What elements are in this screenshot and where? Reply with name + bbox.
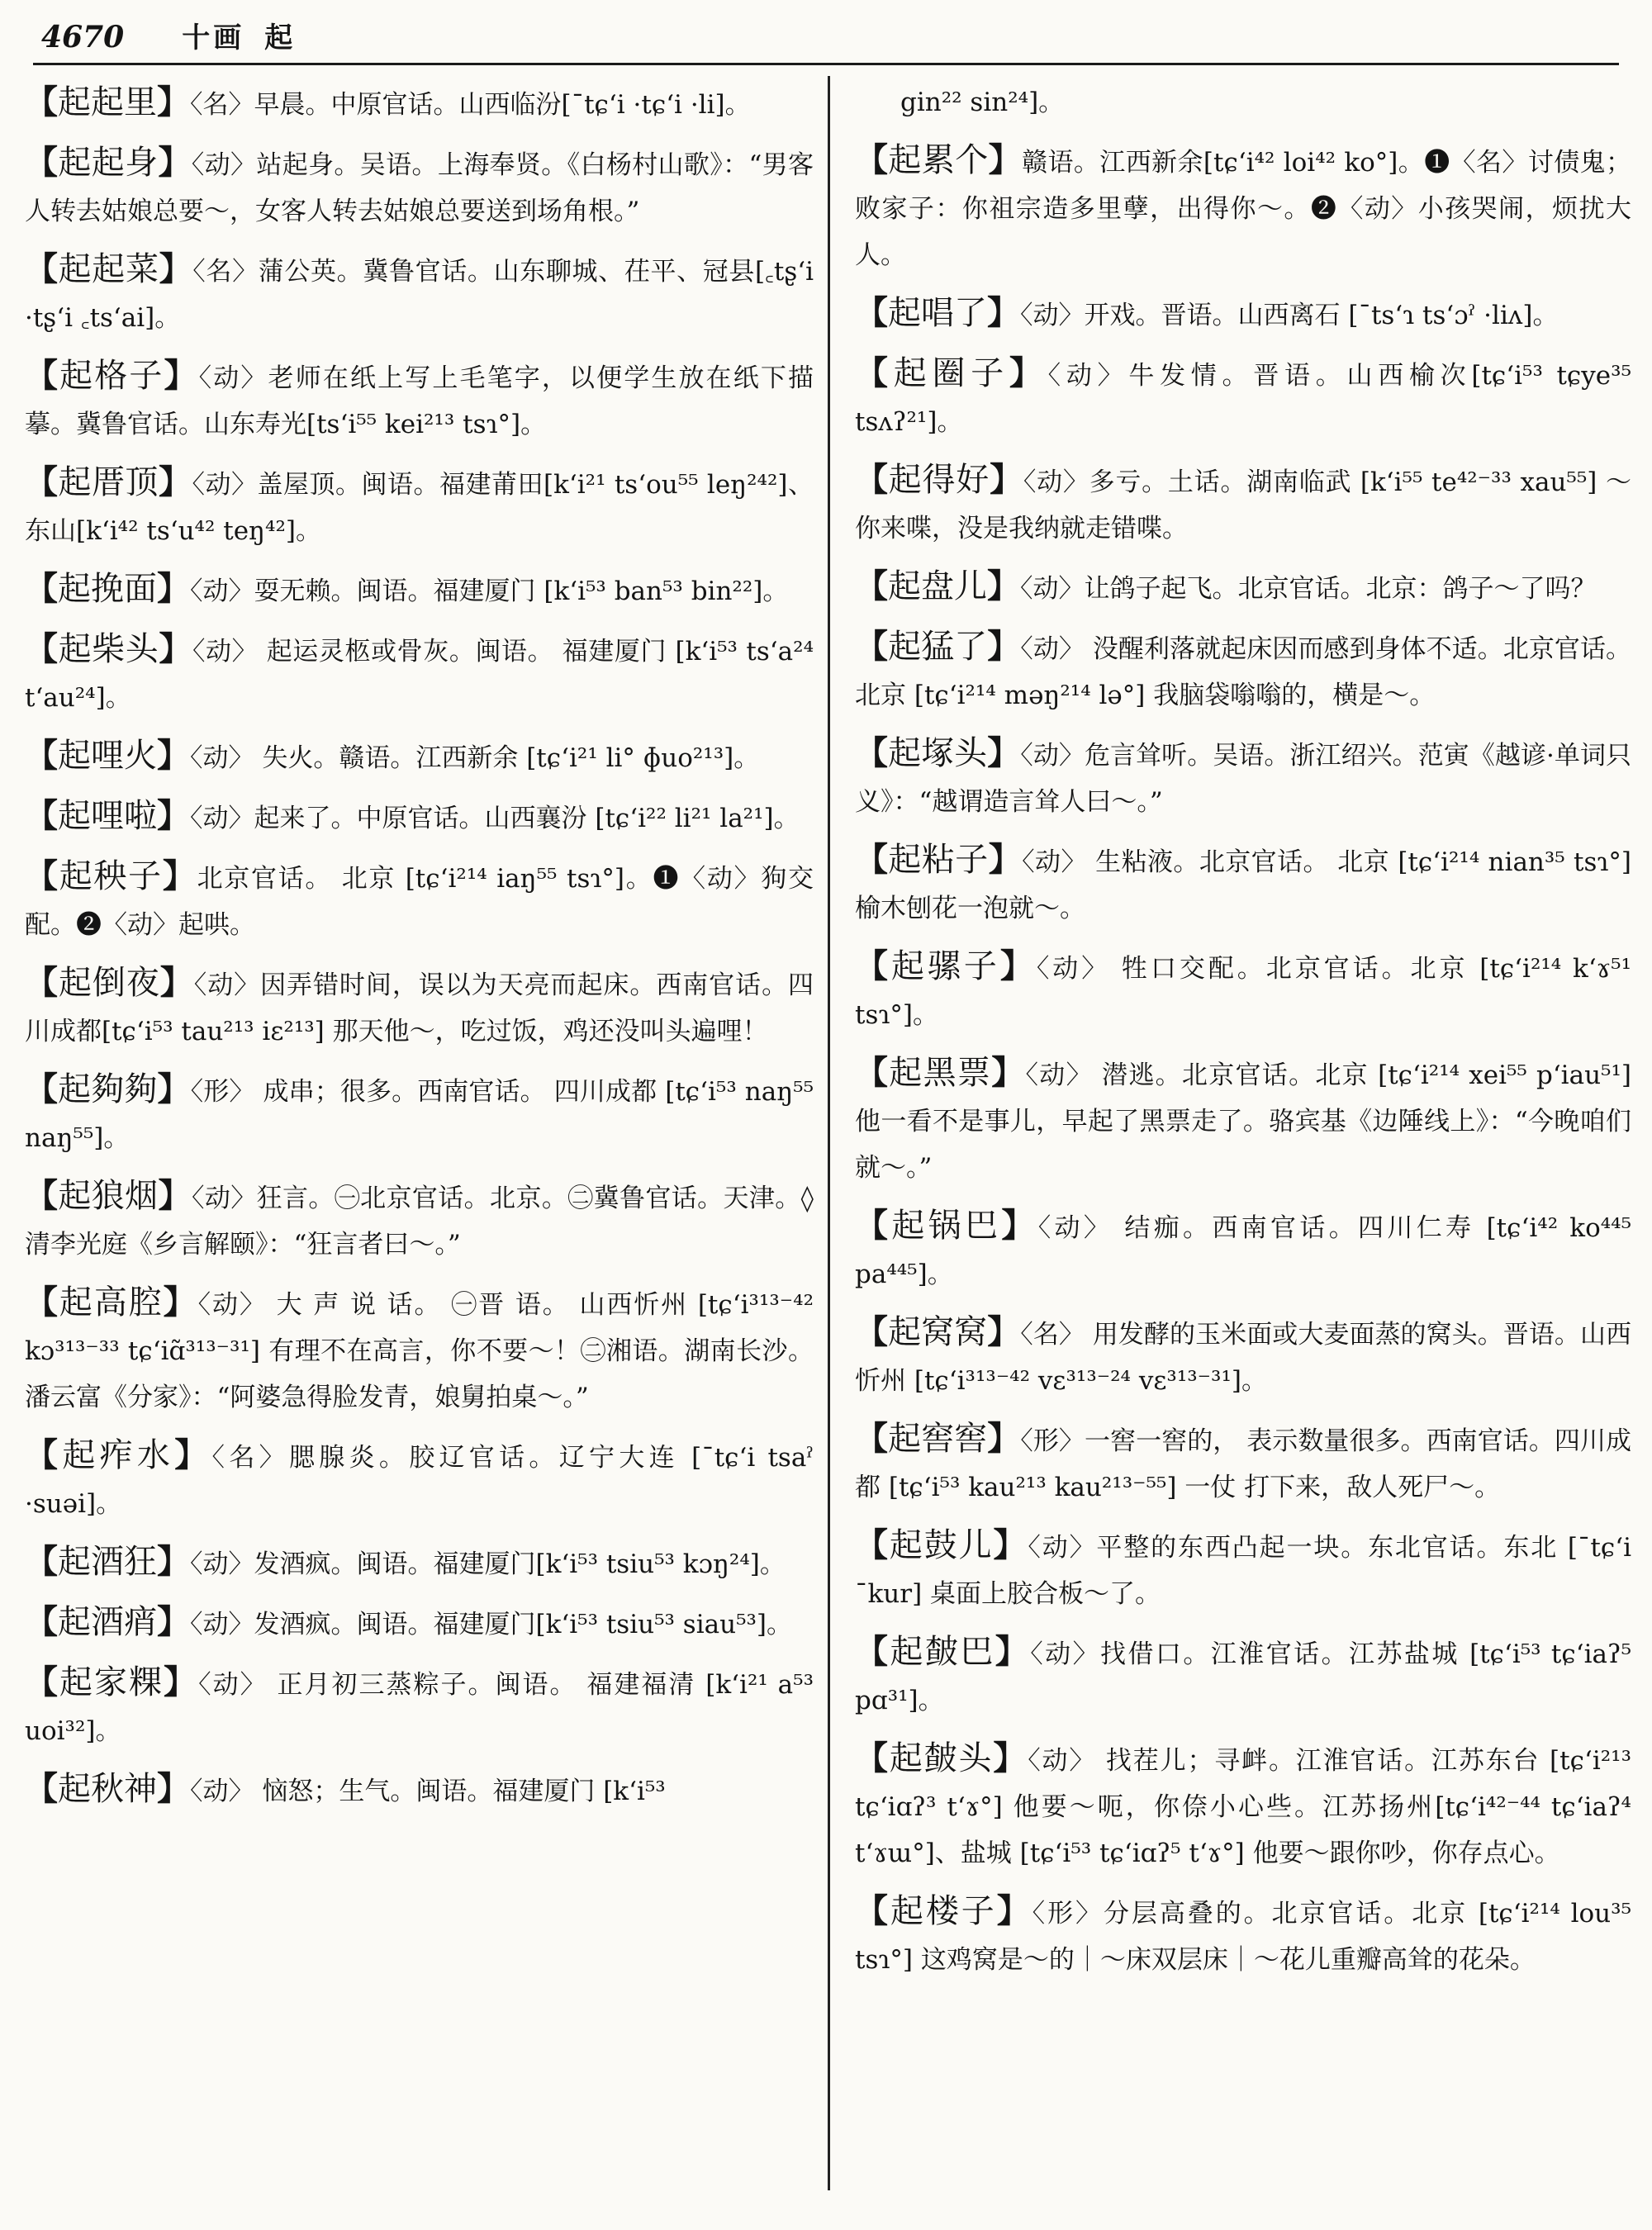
entry-headword [855,628,1020,666]
headword-bracket-open: 【 [855,1525,890,1564]
headword-bracket-close: 】 [988,840,1023,879]
headword-bracket-close: 】 [990,460,1023,499]
entry-definition: 〈动〉让鸽子起飞。北京官话。北京：鸽子～了吗？ [1020,574,1597,604]
headword-bracket-open: 【 [25,1070,59,1108]
entry-definition: 〈动〉找借口。江淮官话。江苏盐城 [tɕʻi⁵³ tɕʻiaʔ⁵ pɑ³¹]。 [855,1639,1631,1715]
headword-bracket-close: 】 [159,629,192,668]
headword-bracket-close: 】 [157,736,190,775]
entry-definition: 〈动〉老师在纸上写上毛笔字，以便学生放在纸下描摹。冀鲁官话。山东寿光[tsʻi⁵⁵ kei²¹³ tsɿ°]。 [25,363,814,439]
entry-definition: 〈动〉 潜逃。北京官话。北京 [tɕʻi²¹⁴ xei⁵⁵ pʻiau⁵¹] 他一看不是事儿，早起了黑票走了。骆宾基《边陲线上》：“今晚咱们就～。” [855,1060,1631,1183]
entry-definition: 〈动〉 起运灵柩或骨灰。闽语。 福建厦门 [kʻi⁵³ tsʻa²⁴ tʻau²⁴]。 [25,637,814,713]
headword-bracket-open: 【 [25,629,59,668]
headword-bracket-close: 】 [157,1602,190,1641]
headword-bracket-open: 【 [25,1663,60,1701]
entry-headword [855,1207,1038,1245]
entry-headword [25,797,190,835]
entry-headword [25,1663,198,1701]
entry-definition: 〈动〉站起身。吴语。上海奉贤。《白杨村山歌》：“男客人转去姑娘总要～，女客人转去姑娘总要送到场角根。” [25,150,814,226]
headword-bracket-open: 【 [855,733,889,772]
headword-bracket-open: 【 [25,1602,58,1641]
headword-text: 起猛了 [888,628,988,666]
dictionary-entry [855,1050,1631,1191]
dictionary-entry [25,626,814,721]
entry-definition: 〈动〉 大 声 说 话。 ㊀晋 语。 山西忻州 [tɕʻi³¹³⁻⁴² kɔ³¹³⁻³³ tɕʻiɑ̃³¹³⁻³¹] 有理不在高言，你不要～！㊁湘语。湖南长沙。 潘云富《分家》：“阿婆急得脸发青，娘舅拍桌～。” [25,1290,814,1412]
dictionary-entry [25,459,814,554]
entry-headword [25,1283,198,1321]
headword-text: 起秧子 [59,857,163,895]
entry-headword [25,1177,192,1215]
headword-bracket-open: 【 [855,627,889,666]
headword-bracket-open: 【 [855,293,888,332]
headword-bracket-open: 【 [25,83,58,121]
entry-definition: 〈动〉 恼怒；生气。闽语。福建厦门 [kʻi⁵³ [190,1777,666,1806]
dictionary-entry [25,1432,814,1527]
entry-continuation: gin²² sin²⁴]。 [900,88,1065,117]
entry-headword [25,144,192,182]
headword-bracket-open: 【 [855,460,889,499]
headword-text: 起黑票 [889,1054,992,1092]
header-rule [33,63,1619,65]
entry-headword [25,1603,190,1641]
entry-headword [25,463,192,501]
entry-definition: 〈动〉发酒疯。闽语。福建厦门[kʻi⁵³ tsiu⁵³ siau⁵³]。 [190,1610,793,1639]
entry-definition: 〈动〉平整的东西凸起一块。东北官话。东北 [ˉtɕʻi ˉkur] 桌面上胶合板～了。 [855,1533,1631,1609]
headword-text: 起唱了 [888,294,987,332]
entry-definition: 〈动〉 找茬儿；寻衅。江淮官话。江苏东台 [tɕʻi²¹³ tɕʻiɑʔ³ tʻɤ°] 他要～呃，你倷小心些。江苏扬州[tɕʻi⁴²⁻⁴⁴ tɕʻiaʔ⁴ tʻɤɯ°]、盐城 [tɕʻi⁵³ tɕʻiɑʔ⁵ tʻɤ°] 他要～跟你吵，你存点心。 [855,1746,1631,1868]
entry-headword [25,737,190,775]
headword-text: 起家粿 [59,1663,164,1701]
headword-text: 起挽面 [58,570,157,608]
headword-bracket-close: 】 [157,796,190,835]
entry-definition: 〈动〉发酒疯。闽语。福建厦门[kʻi⁵³ tsiu⁵³ kɔŋ²⁴]。 [190,1549,786,1579]
entry-headword [855,841,1022,879]
entry-headword [855,1633,1030,1671]
dictionary-entry [25,793,814,842]
headword-bracket-close: 】 [158,143,192,182]
headword-bracket-close: 】 [158,1176,192,1215]
headword-bracket-close: 】 [999,947,1037,985]
headword-text: 起高腔 [59,1283,164,1321]
dictionary-entry [855,1629,1631,1724]
entry-headword [25,83,190,121]
headword-bracket-close: 】 [159,963,194,1002]
headword-text: 起柴头 [58,630,159,668]
dictionary-entry [855,1416,1631,1511]
entry-definition: 〈动〉牛发情。晋语。山西榆次[tɕʻi⁵³ tɕye³⁵ tsʌʔ²¹]。 [855,361,1631,437]
entry-definition: 〈名〉腮腺炎。胶辽官话。辽宁大连 [ˉtɕʻi tsaˀ ·suəi]。 [25,1443,814,1519]
dictionary-entry [25,566,814,614]
headword-bracket-close: 】 [157,83,190,121]
header-character: 起 [264,21,297,55]
entry-headword [855,1526,1028,1564]
entry-headword [855,1054,1025,1092]
headword-bracket-open: 【 [855,140,889,179]
entry-definition: 〈动〉 生粘液。北京官话。 北京 [tɕʻi²¹⁴ nian³⁵ tsɿ°] 榆木刨花一泡就～。 [855,847,1631,923]
headword-bracket-close: 】 [1009,353,1048,392]
headword-bracket-close: 】 [987,733,1021,772]
dictionary-entry [25,1279,814,1421]
entry-definition: 〈动〉耍无赖。闽语。福建厦门 [kʻi⁵³ ban⁵³ bin²²]。 [190,576,789,606]
headword-text: 起秋神 [58,1770,157,1808]
entry-definition: 〈动〉 正月初三蒸粽子。闽语。 福建福清 [kʻi²¹ a⁵³ uoi³²]。 [25,1670,814,1746]
headword-text: 起倒夜 [58,964,160,1002]
headword-text: 起楼子 [890,1892,997,1930]
entry-definition: 〈动〉盖屋顶。闽语。福建莆田[kʻi²¹ tsʻou⁵⁵ leŋ²⁴²]、东山[kʻi⁴² tsʻu⁴² teŋ⁴²]。 [25,470,814,546]
dictionary-entry [25,246,814,341]
entry-definition: 〈动〉起来了。中原官话。山西襄汾 [tɕʻi²² li²¹ la²¹]。 [190,804,800,833]
dictionary-entry [855,350,1631,445]
headword-bracket-open: 【 [25,736,58,775]
entry-headword [855,141,1022,179]
headword-text: 起哩啦 [58,797,157,835]
entry-definition: 〈名〉蒲公英。冀鲁官话。山东聊城、茌平、冠县[꜀tʂʻi ·tʂʻi ꜀tsʻai]。 [25,257,814,333]
headword-bracket-close: 】 [157,1769,190,1808]
entry-headword [855,294,1020,332]
entry-definition: 〈动〉危言耸听。吴语。浙江绍兴。范寅《越谚·单词只义》：“越谓造言耸人曰～。” [855,741,1631,817]
headword-text: 起酒狂 [58,1543,157,1581]
entry-headword [855,1892,1032,1930]
headword-text: 起圈子 [893,354,1009,392]
headword-text: 起鼓儿 [889,1526,994,1564]
entry-headword [25,964,194,1002]
headword-bracket-open: 【 [25,569,58,608]
dictionary-entry [25,853,814,948]
headword-text: 起狼烟 [58,1177,159,1215]
entry-definition: 赣语。江西新余[tɕʻi⁴² loi⁴² ko°]。❶〈名〉讨债鬼；败家子：你祖宗造多里孽，出得你～。❷〈动〉小孩哭闹，烦扰大人。 [855,148,1631,270]
headword-bracket-open: 【 [855,1206,892,1245]
headword-bracket-close: 】 [157,1542,190,1581]
entry-headword [855,947,1037,985]
headword-bracket-close: 】 [987,627,1021,666]
headword-bracket-close: 】 [987,567,1020,605]
headword-bracket-close: 】 [993,1739,1028,1777]
headword-text: 起起里 [58,83,157,121]
headword-text: 起起身 [58,144,159,182]
dictionary-entry [25,1173,814,1268]
headword-bracket-close: 】 [157,569,190,608]
headword-bracket-close: 】 [987,293,1020,332]
headword-bracket-close: 】 [995,1632,1031,1671]
dictionary-entry [855,1888,1631,1983]
dictionary-entry [855,1203,1631,1298]
entry-headword [855,1420,1020,1458]
headword-bracket-open: 【 [25,1435,63,1474]
dictionary-entry [855,563,1631,612]
headword-bracket-close: 】 [988,140,1023,179]
headword-text: 起格子 [59,357,164,395]
headword-bracket-open: 【 [855,1419,889,1458]
headword-text: 起起菜 [58,250,159,288]
dictionary-entry [855,137,1631,278]
entry-headword [855,734,1020,772]
dictionary-entry [855,457,1631,552]
dictionary-entry [855,943,1631,1038]
headword-bracket-open: 【 [25,1176,59,1215]
headword-bracket-close: 】 [163,1283,198,1321]
headword-bracket-close: 】 [987,1312,1021,1351]
dictionary-entry [25,1066,814,1161]
entry-headword [855,1313,1020,1351]
entry-headword [25,1070,191,1108]
headword-text: 起酒痟 [58,1603,157,1641]
right-column [855,79,1631,2205]
entry-definition: 〈形〉分层高叠的。北京官话。北京 [tɕʻi²¹⁴ lou³⁵ tsɿ°] 这鸡窝是～的｜～床双层床｜～花儿重瓣高耸的花朵。 [855,1899,1631,1975]
left-column [25,79,814,2205]
entry-definition: 〈动〉因弄错时间，误以为天亮而起床。西南官话。四川成都[tɕʻi⁵³ tau²¹³ iɛ²¹³] 那天他～，吃过饭，鸡还没叫头遍哩！ [25,970,814,1046]
entry-headword [25,570,190,608]
entry-headword [855,567,1020,605]
entry-definition: 〈动〉 牲口交配。北京官话。北京 [tɕʻi²¹⁴ kʻɤ⁵¹ tsɿ°]。 [855,954,1631,1030]
headword-bracket-open: 【 [25,249,59,288]
headword-bracket-close: 】 [987,1419,1021,1458]
dictionary-entry [25,79,814,128]
entry-headword [25,357,199,395]
headword-bracket-close: 】 [159,463,192,501]
dictionary-entry [25,1766,814,1815]
headword-bracket-close: 】 [164,1663,199,1701]
headword-text: 起粘子 [888,841,989,879]
headword-bracket-close: 】 [996,1891,1032,1930]
headword-text: 起厝顶 [58,463,159,501]
headword-bracket-open: 【 [855,1053,890,1092]
entry-headword [25,250,192,288]
headword-bracket-open: 【 [855,840,889,879]
entry-definition: 〈动〉多亏。土话。湖南临武 [kʻi⁵⁵ te⁴²⁻³³ xau⁵⁵] ～你来喋，没是我纳就走错喋。 [855,467,1631,543]
headword-bracket-close: 】 [991,1053,1026,1092]
headword-text: 起皶头 [889,1739,994,1777]
dictionary-entry [25,733,814,781]
dictionary-entry [855,1735,1631,1877]
headword-bracket-open: 【 [855,1632,890,1671]
headword-bracket-open: 【 [25,1542,58,1581]
page-header [41,15,1611,64]
entry-headword [25,1770,190,1808]
entry-definition: 〈动〉狂言。㊀北京官话。北京。㊁冀鲁官话。天津。◊ 清李光庭《乡言解颐》：“狂言者曰～。” [25,1184,814,1260]
headword-bracket-open: 【 [855,1739,890,1777]
headword-bracket-close: 】 [174,1435,212,1474]
entry-definition: 〈名〉 用发酵的玉米面或大麦面蒸的窝头。晋语。山西忻州 [tɕʻi³¹³⁻⁴² vɛ³¹³⁻²⁴ vɛ³¹³⁻³¹]。 [855,1320,1631,1396]
headword-bracket-open: 【 [855,1312,889,1351]
headword-text: 起痄水 [62,1436,175,1474]
headword-bracket-open: 【 [855,567,888,605]
headword-bracket-open: 【 [25,856,59,895]
headword-bracket-open: 【 [25,463,59,501]
dictionary-entry [855,1309,1631,1404]
headword-text: 起哩火 [58,737,157,775]
headword-bracket-close: 】 [993,1525,1028,1564]
entry-definition: 〈名〉早晨。中原官话。山西临汾[ˉtɕʻi ·tɕʻi ·li]。 [190,90,751,120]
headword-text: 起窝窝 [888,1313,988,1351]
headword-bracket-close: 】 [164,356,199,395]
entry-definition: 〈形〉 成串；很多。西南官话。 四川成都 [tɕʻi⁵³ naŋ⁵⁵ naŋ⁵⁵]。 [25,1077,814,1153]
headword-bracket-open: 【 [855,947,891,985]
entry-definition: 〈动〉开戏。晋语。山西离石 [ˉtsʻɿ tsʻɔˀ ·liʌ]。 [1020,301,1559,330]
entry-headword [855,461,1023,499]
headword-bracket-open: 【 [855,1891,890,1930]
headword-text: 起累个 [888,141,989,179]
dictionary-entry [25,353,814,448]
headword-bracket-open: 【 [25,796,58,835]
headword-text: 起锅巴 [891,1207,1002,1245]
dictionary-entry [25,1659,814,1754]
dictionary-entry [855,837,1631,932]
entry-headword [25,630,192,668]
dictionary-entry [855,1522,1631,1617]
headword-bracket-close: 】 [159,249,193,288]
headword-bracket-open: 【 [25,356,60,395]
headword-bracket-open: 【 [25,1283,59,1321]
entry-headword [25,1543,190,1581]
headword-bracket-close: 】 [162,856,197,895]
section-label: 十画 [182,21,245,55]
dictionary-entry [25,1599,814,1648]
entry-definition: 〈动〉 结痂。西南官话。四川仁寿 [tɕʻi⁴² ko⁴⁴⁵ pa⁴⁴⁵]。 [855,1213,1631,1289]
dictionary-entry [25,960,814,1055]
entry-definition: 〈动〉 失火。赣语。江西新余 [tɕʻi²¹ li° ɸuo²¹³]。 [190,743,760,773]
entry-headword [855,1739,1028,1777]
dictionary-entry [855,624,1631,719]
entry-definition: 北京官话。 北京 [tɕʻi²¹⁴ iaŋ⁵⁵ tsɿ°]。❶〈动〉狗交配。❷〈动〉起哄。 [25,864,814,940]
entry-headword [855,354,1048,392]
dictionary-entry [855,290,1631,339]
headword-bracket-close: 】 [157,1070,191,1108]
dictionary-entry [25,1539,814,1587]
headword-text: 起骡子 [890,947,1000,985]
headword-text: 起窖窖 [888,1420,988,1458]
headword-bracket-close: 】 [1001,1206,1038,1245]
headword-text: 起得好 [888,461,990,499]
entry-definition: 〈动〉 没醒利落就起床因而感到身体不适。北京官话。北京 [tɕʻi²¹⁴ məŋ²¹⁴ lə°] 我脑袋嗡嗡的，横是～。 [855,634,1631,710]
headword-bracket-open: 【 [855,353,894,392]
headword-text: 起塚头 [888,734,988,772]
entry-headword [25,857,197,895]
headword-text: 起夠夠 [58,1070,158,1108]
headword-text: 起皶巴 [890,1633,995,1671]
page-number: 4670 [41,20,125,55]
headword-bracket-open: 【 [25,963,59,1002]
dictionary-entry [855,730,1631,825]
headword-bracket-open: 【 [25,1769,58,1808]
entry-headword [25,1436,212,1474]
column-divider [828,76,830,2190]
entry-definition: 〈形〉一窖一窖的， 表示数量很多。西南官话。四川成都 [tɕʻi⁵³ kau²¹³ kau²¹³⁻⁵⁵] 一仗 打下来，敌人死尸～。 [855,1426,1631,1502]
headword-text: 起盘儿 [888,567,987,605]
dictionary-entry [25,140,814,235]
headword-bracket-open: 【 [25,143,59,182]
